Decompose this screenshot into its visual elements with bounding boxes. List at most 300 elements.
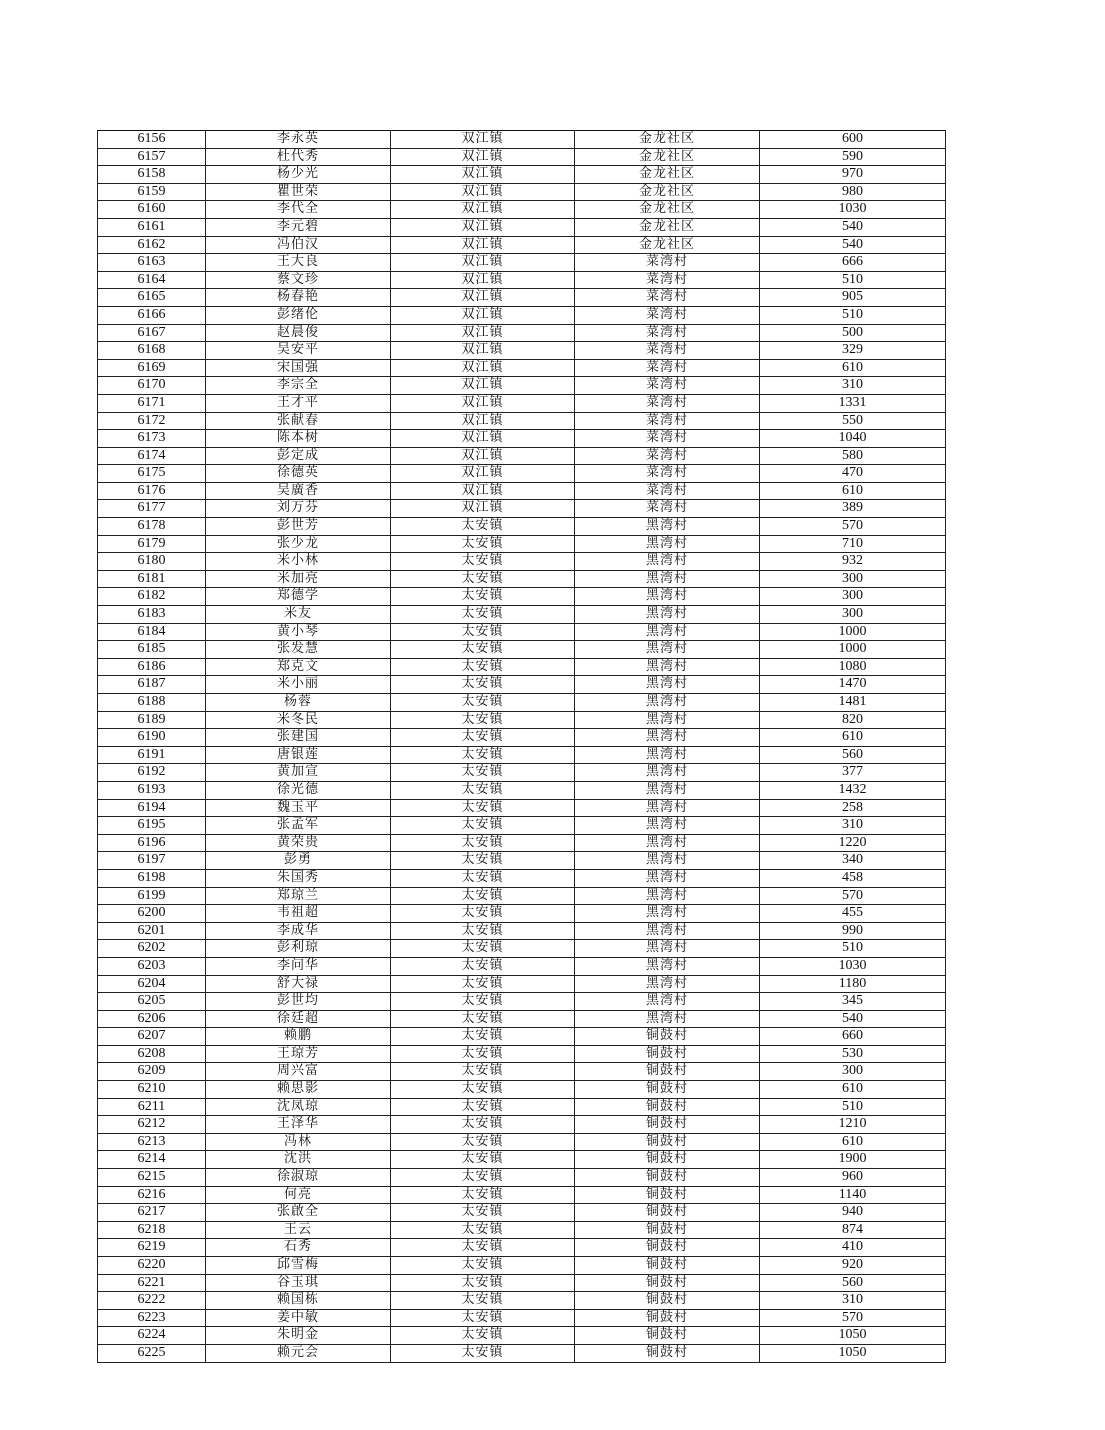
town-cell: 太安镇	[391, 975, 575, 993]
table-row	[98, 957, 946, 975]
person-name-cell: 王泽华	[206, 1116, 391, 1134]
town-cell: 太安镇	[391, 588, 575, 606]
town-cell: 太安镇	[391, 887, 575, 905]
table-row	[98, 394, 946, 412]
row-number-cell: 6209	[98, 1063, 206, 1081]
village-cell: 铜鼓村	[575, 1028, 760, 1046]
town-cell: 太安镇	[391, 729, 575, 747]
person-name-cell: 邱雪梅	[206, 1257, 391, 1275]
row-number-cell: 6212	[98, 1116, 206, 1134]
village-cell: 菜湾村	[575, 447, 760, 465]
person-name-cell: 彭利琼	[206, 940, 391, 958]
town-cell: 太安镇	[391, 570, 575, 588]
row-number-cell: 6204	[98, 975, 206, 993]
amount-cell: 940	[760, 1204, 946, 1222]
person-name-cell: 杨少光	[206, 166, 391, 184]
town-cell: 双江镇	[391, 201, 575, 219]
amount-cell: 610	[760, 729, 946, 747]
row-number-cell: 6196	[98, 834, 206, 852]
table-row	[98, 1257, 946, 1275]
amount-cell: 530	[760, 1045, 946, 1063]
amount-cell: 458	[760, 869, 946, 887]
row-number-cell: 6165	[98, 289, 206, 307]
town-cell: 太安镇	[391, 1221, 575, 1239]
table-row	[98, 817, 946, 835]
person-name-cell: 谷玉琪	[206, 1274, 391, 1292]
village-cell: 铜鼓村	[575, 1151, 760, 1169]
village-cell: 铜鼓村	[575, 1204, 760, 1222]
row-number-cell: 6193	[98, 781, 206, 799]
amount-cell: 610	[760, 1081, 946, 1099]
village-cell: 黑湾村	[575, 570, 760, 588]
amount-cell: 560	[760, 746, 946, 764]
row-number-cell: 6191	[98, 746, 206, 764]
village-cell: 铜鼓村	[575, 1169, 760, 1187]
table-row	[98, 729, 946, 747]
village-cell: 铜鼓村	[575, 1116, 760, 1134]
amount-cell: 340	[760, 852, 946, 870]
row-number-cell: 6211	[98, 1098, 206, 1116]
town-cell: 太安镇	[391, 1309, 575, 1327]
town-cell: 太安镇	[391, 1010, 575, 1028]
person-name-cell: 杜代秀	[206, 148, 391, 166]
person-name-cell: 李元碧	[206, 218, 391, 236]
row-number-cell: 6195	[98, 817, 206, 835]
amount-cell: 510	[760, 940, 946, 958]
row-number-cell: 6183	[98, 606, 206, 624]
person-name-cell: 彭世芳	[206, 518, 391, 536]
village-cell: 黑湾村	[575, 852, 760, 870]
village-cell: 菜湾村	[575, 377, 760, 395]
town-cell: 太安镇	[391, 799, 575, 817]
table-row	[98, 1010, 946, 1028]
amount-cell: 510	[760, 271, 946, 289]
person-name-cell: 沈凤琼	[206, 1098, 391, 1116]
village-cell: 黑湾村	[575, 905, 760, 923]
table-row	[98, 1116, 946, 1134]
village-cell: 菜湾村	[575, 430, 760, 448]
village-cell: 黑湾村	[575, 940, 760, 958]
table-row	[98, 746, 946, 764]
town-cell: 双江镇	[391, 271, 575, 289]
village-cell: 菜湾村	[575, 465, 760, 483]
amount-cell: 540	[760, 218, 946, 236]
table-row	[98, 1045, 946, 1063]
village-cell: 铜鼓村	[575, 1081, 760, 1099]
row-number-cell: 6202	[98, 940, 206, 958]
table-row	[98, 1028, 946, 1046]
person-name-cell: 张献春	[206, 412, 391, 430]
amount-cell: 310	[760, 817, 946, 835]
row-number-cell: 6216	[98, 1186, 206, 1204]
town-cell: 太安镇	[391, 1274, 575, 1292]
person-name-cell: 张啟全	[206, 1204, 391, 1222]
row-number-cell: 6173	[98, 430, 206, 448]
row-number-cell: 6156	[98, 131, 206, 149]
amount-cell: 570	[760, 518, 946, 536]
row-number-cell: 6198	[98, 869, 206, 887]
table-row	[98, 482, 946, 500]
table-row	[98, 342, 946, 360]
person-name-cell: 刘万芬	[206, 500, 391, 518]
town-cell: 双江镇	[391, 183, 575, 201]
town-cell: 双江镇	[391, 324, 575, 342]
row-number-cell: 6222	[98, 1292, 206, 1310]
table-row	[98, 869, 946, 887]
village-cell: 金龙社区	[575, 236, 760, 254]
village-cell: 黑湾村	[575, 623, 760, 641]
row-number-cell: 6172	[98, 412, 206, 430]
amount-cell: 560	[760, 1274, 946, 1292]
table-body	[98, 131, 946, 1363]
town-cell: 太安镇	[391, 553, 575, 571]
table-row	[98, 781, 946, 799]
table-row	[98, 641, 946, 659]
person-name-cell: 米加亮	[206, 570, 391, 588]
row-number-cell: 6185	[98, 641, 206, 659]
amount-cell: 1050	[760, 1327, 946, 1345]
town-cell: 太安镇	[391, 852, 575, 870]
table-row	[98, 1292, 946, 1310]
table-row	[98, 570, 946, 588]
table-row	[98, 1169, 946, 1187]
village-cell: 菜湾村	[575, 289, 760, 307]
row-number-cell: 6208	[98, 1045, 206, 1063]
row-number-cell: 6205	[98, 993, 206, 1011]
person-name-cell: 冯林	[206, 1133, 391, 1151]
amount-cell: 1470	[760, 676, 946, 694]
data-table-container	[97, 130, 945, 1363]
row-number-cell: 6180	[98, 553, 206, 571]
row-number-cell: 6220	[98, 1257, 206, 1275]
amount-cell: 1030	[760, 201, 946, 219]
person-name-cell: 吴安平	[206, 342, 391, 360]
amount-cell: 300	[760, 606, 946, 624]
table-row	[98, 535, 946, 553]
amount-cell: 990	[760, 922, 946, 940]
table-row	[98, 500, 946, 518]
amount-cell: 590	[760, 148, 946, 166]
village-cell: 黑湾村	[575, 518, 760, 536]
village-cell: 菜湾村	[575, 359, 760, 377]
table-row	[98, 271, 946, 289]
town-cell: 太安镇	[391, 1257, 575, 1275]
table-row	[98, 905, 946, 923]
town-cell: 太安镇	[391, 869, 575, 887]
village-cell: 铜鼓村	[575, 1063, 760, 1081]
village-cell: 黑湾村	[575, 764, 760, 782]
town-cell: 太安镇	[391, 905, 575, 923]
village-cell: 黑湾村	[575, 834, 760, 852]
amount-cell: 345	[760, 993, 946, 1011]
table-row	[98, 1098, 946, 1116]
table-row	[98, 218, 946, 236]
town-cell: 太安镇	[391, 1045, 575, 1063]
person-name-cell: 冯伯汉	[206, 236, 391, 254]
person-name-cell: 唐银莲	[206, 746, 391, 764]
row-number-cell: 6219	[98, 1239, 206, 1257]
person-name-cell: 彭世均	[206, 993, 391, 1011]
person-name-cell: 郑琼兰	[206, 887, 391, 905]
table-row	[98, 1151, 946, 1169]
row-number-cell: 6157	[98, 148, 206, 166]
table-row	[98, 201, 946, 219]
amount-cell: 610	[760, 359, 946, 377]
row-number-cell: 6201	[98, 922, 206, 940]
table-row	[98, 1186, 946, 1204]
row-number-cell: 6221	[98, 1274, 206, 1292]
town-cell: 双江镇	[391, 465, 575, 483]
amount-cell: 1481	[760, 694, 946, 712]
amount-cell: 980	[760, 183, 946, 201]
row-number-cell: 6171	[98, 394, 206, 412]
person-name-cell: 彭勇	[206, 852, 391, 870]
person-name-cell: 李代全	[206, 201, 391, 219]
village-cell: 菜湾村	[575, 254, 760, 272]
village-cell: 菜湾村	[575, 342, 760, 360]
amount-cell: 455	[760, 905, 946, 923]
person-name-cell: 朱国秀	[206, 869, 391, 887]
table-row	[98, 289, 946, 307]
town-cell: 太安镇	[391, 1239, 575, 1257]
table-row	[98, 694, 946, 712]
town-cell: 太安镇	[391, 1204, 575, 1222]
amount-cell: 660	[760, 1028, 946, 1046]
amount-cell: 920	[760, 1257, 946, 1275]
village-cell: 黑湾村	[575, 1010, 760, 1028]
amount-cell: 410	[760, 1239, 946, 1257]
row-number-cell: 6162	[98, 236, 206, 254]
amount-cell: 300	[760, 570, 946, 588]
town-cell: 太安镇	[391, 781, 575, 799]
town-cell: 太安镇	[391, 1344, 575, 1362]
row-number-cell: 6170	[98, 377, 206, 395]
person-name-cell: 赖元会	[206, 1344, 391, 1362]
row-number-cell: 6167	[98, 324, 206, 342]
village-cell: 黑湾村	[575, 553, 760, 571]
town-cell: 太安镇	[391, 764, 575, 782]
town-cell: 太安镇	[391, 1116, 575, 1134]
amount-cell: 510	[760, 1098, 946, 1116]
person-name-cell: 赖思影	[206, 1081, 391, 1099]
row-number-cell: 6163	[98, 254, 206, 272]
row-number-cell: 6161	[98, 218, 206, 236]
row-number-cell: 6215	[98, 1169, 206, 1187]
table-row	[98, 131, 946, 149]
person-name-cell: 李问华	[206, 957, 391, 975]
row-number-cell: 6159	[98, 183, 206, 201]
row-number-cell: 6210	[98, 1081, 206, 1099]
row-number-cell: 6175	[98, 465, 206, 483]
row-number-cell: 6218	[98, 1221, 206, 1239]
amount-cell: 600	[760, 131, 946, 149]
village-cell: 黑湾村	[575, 588, 760, 606]
amount-cell: 1432	[760, 781, 946, 799]
row-number-cell: 6200	[98, 905, 206, 923]
town-cell: 太安镇	[391, 676, 575, 694]
amount-cell: 258	[760, 799, 946, 817]
town-cell: 双江镇	[391, 306, 575, 324]
person-name-cell: 陈本树	[206, 430, 391, 448]
amount-cell: 710	[760, 535, 946, 553]
table-row	[98, 658, 946, 676]
row-number-cell: 6169	[98, 359, 206, 377]
person-name-cell: 宋国强	[206, 359, 391, 377]
table-row	[98, 887, 946, 905]
town-cell: 双江镇	[391, 166, 575, 184]
person-name-cell: 吴廣香	[206, 482, 391, 500]
town-cell: 太安镇	[391, 1133, 575, 1151]
town-cell: 太安镇	[391, 1169, 575, 1187]
person-name-cell: 李成华	[206, 922, 391, 940]
table-row	[98, 236, 946, 254]
person-name-cell: 彭定成	[206, 447, 391, 465]
village-cell: 黑湾村	[575, 641, 760, 659]
village-cell: 黑湾村	[575, 993, 760, 1011]
village-cell: 铜鼓村	[575, 1045, 760, 1063]
row-number-cell: 6223	[98, 1309, 206, 1327]
village-cell: 黑湾村	[575, 746, 760, 764]
table-row	[98, 306, 946, 324]
row-number-cell: 6194	[98, 799, 206, 817]
amount-cell: 389	[760, 500, 946, 518]
person-name-cell: 张建国	[206, 729, 391, 747]
row-number-cell: 6203	[98, 957, 206, 975]
person-name-cell: 黄小琴	[206, 623, 391, 641]
row-number-cell: 6179	[98, 535, 206, 553]
amount-cell: 1000	[760, 623, 946, 641]
town-cell: 太安镇	[391, 817, 575, 835]
town-cell: 太安镇	[391, 658, 575, 676]
amount-cell: 540	[760, 236, 946, 254]
amount-cell: 960	[760, 1169, 946, 1187]
table-row	[98, 447, 946, 465]
person-name-cell: 郑克文	[206, 658, 391, 676]
data-table	[97, 130, 946, 1363]
row-number-cell: 6213	[98, 1133, 206, 1151]
village-cell: 菜湾村	[575, 271, 760, 289]
table-row	[98, 1239, 946, 1257]
person-name-cell: 蔡文珍	[206, 271, 391, 289]
row-number-cell: 6164	[98, 271, 206, 289]
town-cell: 太安镇	[391, 1327, 575, 1345]
person-name-cell: 瞿世荣	[206, 183, 391, 201]
row-number-cell: 6192	[98, 764, 206, 782]
amount-cell: 570	[760, 887, 946, 905]
table-row	[98, 254, 946, 272]
person-name-cell: 魏玉平	[206, 799, 391, 817]
person-name-cell: 姜中敏	[206, 1309, 391, 1327]
village-cell: 铜鼓村	[575, 1309, 760, 1327]
table-row	[98, 975, 946, 993]
person-name-cell: 李宗全	[206, 377, 391, 395]
person-name-cell: 赖鹏	[206, 1028, 391, 1046]
table-row	[98, 993, 946, 1011]
village-cell: 铜鼓村	[575, 1098, 760, 1116]
person-name-cell: 何亮	[206, 1186, 391, 1204]
table-row	[98, 1309, 946, 1327]
table-row	[98, 377, 946, 395]
person-name-cell: 彭绪伦	[206, 306, 391, 324]
person-name-cell: 赖国栋	[206, 1292, 391, 1310]
amount-cell: 1140	[760, 1186, 946, 1204]
amount-cell: 905	[760, 289, 946, 307]
village-cell: 金龙社区	[575, 131, 760, 149]
person-name-cell: 黄加宣	[206, 764, 391, 782]
amount-cell: 510	[760, 306, 946, 324]
amount-cell: 580	[760, 447, 946, 465]
person-name-cell: 徐德英	[206, 465, 391, 483]
village-cell: 铜鼓村	[575, 1292, 760, 1310]
person-name-cell: 王大良	[206, 254, 391, 272]
town-cell: 双江镇	[391, 412, 575, 430]
table-row	[98, 1221, 946, 1239]
table-row	[98, 183, 946, 201]
table-row	[98, 148, 946, 166]
person-name-cell: 石秀	[206, 1239, 391, 1257]
village-cell: 铜鼓村	[575, 1239, 760, 1257]
village-cell: 金龙社区	[575, 218, 760, 236]
person-name-cell: 沈洪	[206, 1151, 391, 1169]
amount-cell: 610	[760, 482, 946, 500]
table-row	[98, 430, 946, 448]
table-row	[98, 1081, 946, 1099]
town-cell: 太安镇	[391, 993, 575, 1011]
row-number-cell: 6181	[98, 570, 206, 588]
row-number-cell: 6160	[98, 201, 206, 219]
table-row	[98, 359, 946, 377]
town-cell: 太安镇	[391, 746, 575, 764]
row-number-cell: 6158	[98, 166, 206, 184]
village-cell: 黑湾村	[575, 711, 760, 729]
row-number-cell: 6174	[98, 447, 206, 465]
table-row	[98, 1204, 946, 1222]
village-cell: 黑湾村	[575, 869, 760, 887]
person-name-cell: 徐廷超	[206, 1010, 391, 1028]
village-cell: 黑湾村	[575, 817, 760, 835]
village-cell: 铜鼓村	[575, 1327, 760, 1345]
row-number-cell: 6187	[98, 676, 206, 694]
row-number-cell: 6178	[98, 518, 206, 536]
amount-cell: 310	[760, 1292, 946, 1310]
row-number-cell: 6190	[98, 729, 206, 747]
person-name-cell: 杨蓉	[206, 694, 391, 712]
table-row	[98, 1274, 946, 1292]
table-row	[98, 922, 946, 940]
table-row	[98, 1133, 946, 1151]
amount-cell: 820	[760, 711, 946, 729]
town-cell: 太安镇	[391, 1063, 575, 1081]
town-cell: 太安镇	[391, 957, 575, 975]
table-row	[98, 465, 946, 483]
town-cell: 双江镇	[391, 342, 575, 360]
amount-cell: 500	[760, 324, 946, 342]
town-cell: 双江镇	[391, 254, 575, 272]
table-row	[98, 852, 946, 870]
town-cell: 双江镇	[391, 500, 575, 518]
village-cell: 金龙社区	[575, 148, 760, 166]
person-name-cell: 舒大禄	[206, 975, 391, 993]
village-cell: 黑湾村	[575, 799, 760, 817]
village-cell: 菜湾村	[575, 306, 760, 324]
village-cell: 铜鼓村	[575, 1186, 760, 1204]
table-row	[98, 1063, 946, 1081]
village-cell: 黑湾村	[575, 676, 760, 694]
village-cell: 菜湾村	[575, 324, 760, 342]
amount-cell: 610	[760, 1133, 946, 1151]
person-name-cell: 王才平	[206, 394, 391, 412]
row-number-cell: 6224	[98, 1327, 206, 1345]
